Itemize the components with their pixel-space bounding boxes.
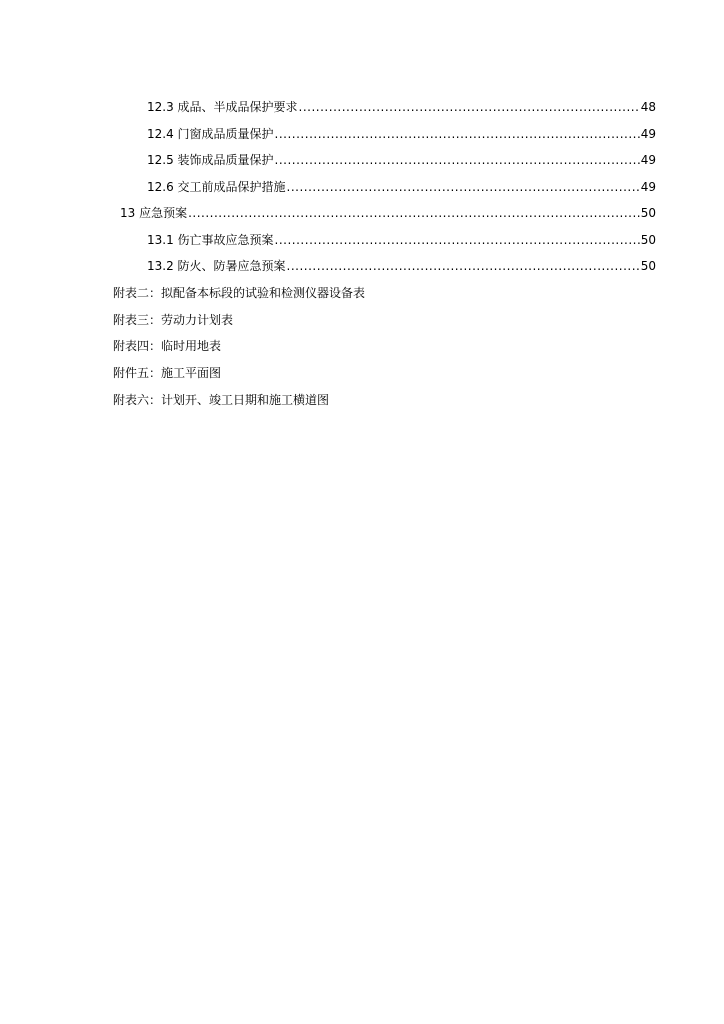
toc-entry[interactable]	[147, 258, 656, 274]
appendix-item: 附表六：计划开、竣工日期和施工横道图	[113, 393, 330, 407]
toc-entry-title: 13 应急预案	[120, 206, 188, 220]
toc-entry-title: 12.5 装饰成品质量保护	[147, 153, 274, 167]
appendix-item: 附表四：临时用地表	[113, 339, 222, 353]
toc-page-number: 50	[640, 206, 656, 220]
toc-page-number: 49	[640, 153, 656, 167]
toc-entry-title: 13.2 防火、防暑应急预案	[147, 259, 286, 273]
toc-entry-title: 13.1 伤亡事故应急预案	[147, 233, 274, 247]
toc-page-number: 49	[640, 180, 656, 194]
toc-dot-leader	[275, 126, 640, 142]
toc-dot-leader	[188, 205, 640, 221]
toc-page-number: 48	[640, 100, 656, 114]
toc-entry[interactable]	[147, 152, 656, 168]
toc-entry[interactable]	[120, 205, 656, 221]
toc-page-number: 49	[640, 127, 656, 141]
toc-entry-title: 12.4 门窗成品质量保护	[147, 127, 274, 141]
toc-dot-leader	[287, 258, 640, 274]
toc-entry-title: 12.3 成品、半成品保护要求	[147, 100, 298, 114]
appendix-item: 附表二：拟配备本标段的试验和检测仪器设备表	[113, 286, 366, 300]
toc-page-number: 50	[640, 233, 656, 247]
toc-entry[interactable]	[147, 179, 656, 195]
toc-entry[interactable]	[147, 99, 656, 115]
toc-entry[interactable]	[147, 232, 656, 248]
toc-entry[interactable]	[147, 126, 656, 142]
toc-dot-leader	[299, 99, 640, 115]
toc-entry-title: 12.6 交工前成品保护措施	[147, 180, 286, 194]
toc-dot-leader	[275, 232, 640, 248]
toc-dot-leader	[275, 152, 640, 168]
appendix-item: 附表三：劳动力计划表	[113, 313, 234, 327]
toc-page-number: 50	[640, 259, 656, 273]
appendix-item: 附件五：施工平面图	[113, 366, 222, 380]
toc-dot-leader	[287, 179, 640, 195]
